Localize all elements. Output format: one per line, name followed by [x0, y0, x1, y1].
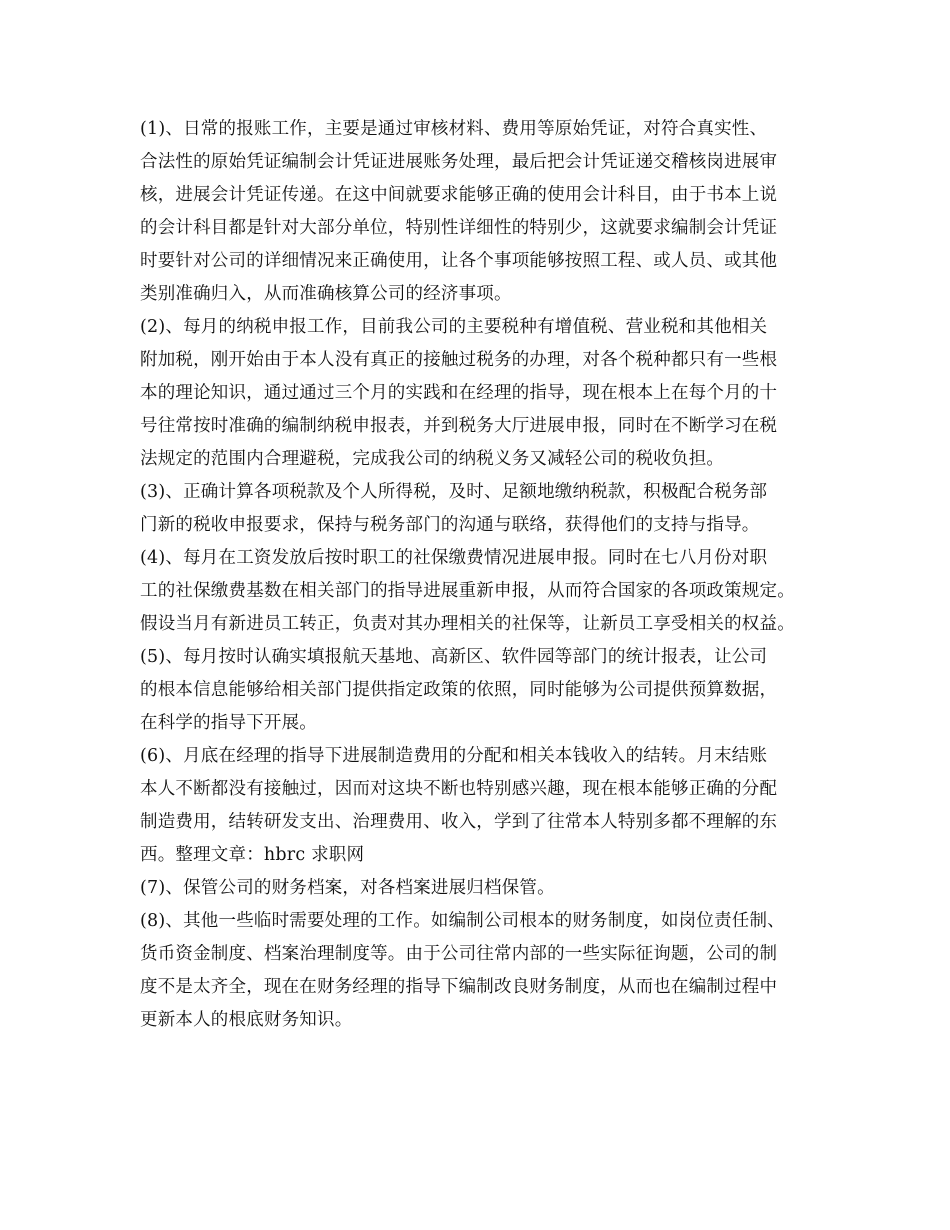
text-line: (1)、日常的报账工作，主要是通过审核材料、费用等原始凭证，对符合真实性、 — [140, 119, 768, 139]
text-line: (4)、每月在工资发放后按时职工的社保缴费情况进展申报。同时在七八月份对职 — [140, 548, 768, 568]
text-line: 更新本人的根底财务知识。 — [140, 1010, 353, 1030]
text-line: 度不是太齐全，现在在财务经理的指导下编制改良财务制度，从而也在编制过程中 — [140, 977, 778, 997]
text-line: 核，进展会计凭证传递。在这中间就要求能够正确的使用会计科目，由于书本上说 — [140, 185, 778, 205]
text-line: (5)、每月按时认确实填报航天基地、高新区、软件园等部门的统计报表，让公司 — [140, 647, 768, 667]
text-line: 本的理论知识，通过通过三个月的实践和在经理的指导，现在根本上在每个月的十 — [140, 383, 778, 403]
text-line: 法规定的范围内合理避税，完成我公司的纳税义务又减轻公司的税收负担。 — [140, 449, 725, 469]
text-line: 时要针对公司的详细情况来正确使用，让各个事项能够按照工程、或人员、或其他 — [140, 251, 778, 271]
text-line: 类别准确归入，从而准确核算公司的经济事项。 — [140, 284, 512, 304]
document-body — [140, 113, 840, 1037]
text-line: 工的社保缴费基数在相关部门的指导进展重新申报，从而符合国家的各项政策规定。 — [140, 581, 795, 601]
text-line: (3)、正确计算各项税款及个人所得税，及时、足额地缴纳税款，积极配合税务部 — [140, 482, 768, 502]
text-line: 号往常按时准确的编制纳税申报表，并到税务大厅进展申报，同时在不断学习在税 — [140, 416, 778, 436]
text-line: 货币资金制度、档案治理制度等。由于公司往常内部的一些实际征询题，公司的制 — [140, 944, 778, 964]
text-line: 在科学的指导下开展。 — [140, 713, 317, 733]
text-line: 本人不断都没有接触过，因而对这块不断也特别感兴趣，现在根本能够正确的分配 — [140, 779, 778, 799]
text-line: (8)、其他一些临时需要处理的工作。如编制公司根本的财务制度，如岗位责任制、 — [140, 911, 785, 931]
text-line: (2)、每月的纳税申报工作，目前我公司的主要税种有增值税、营业税和其他相关 — [140, 317, 768, 337]
text-line: 的根本信息能够给相关部门提供指定政策的依照，同时能够为公司提供预算数据， — [140, 680, 778, 700]
text-line: (6)、月底在经理的指导下进展制造费用的分配和相关本钱收入的结转。月末结账 — [140, 746, 768, 766]
text-line: 的会计科目都是针对大部分单位，特别性详细性的特别少，这就要求编制会计凭证 — [140, 218, 778, 238]
text-line: 假设当月有新进员工转正，负责对其办理相关的社保等，让新员工享受相关的权益。 — [140, 614, 795, 634]
text-line: (7)、保管公司的财务档案，对各档案进展归档保管。 — [140, 878, 555, 898]
text-line: 西。整理文章：hbrc 求职网 — [140, 845, 365, 865]
text-line: 制造费用，结转研发支出、治理费用、收入，学到了往常本人特别多都不理解的东 — [140, 812, 778, 832]
text-line: 附加税，刚开始由于本人没有真正的接触过税务的办理，对各个税种都只有一些根 — [140, 350, 778, 370]
text-line: 合法性的原始凭证编制会计凭证进展账务处理，最后把会计凭证递交稽核岗进展审 — [140, 152, 778, 172]
text-line: 门新的税收申报要求，保持与税务部门的沟通与联络，获得他们的支持与指导。 — [140, 515, 760, 535]
